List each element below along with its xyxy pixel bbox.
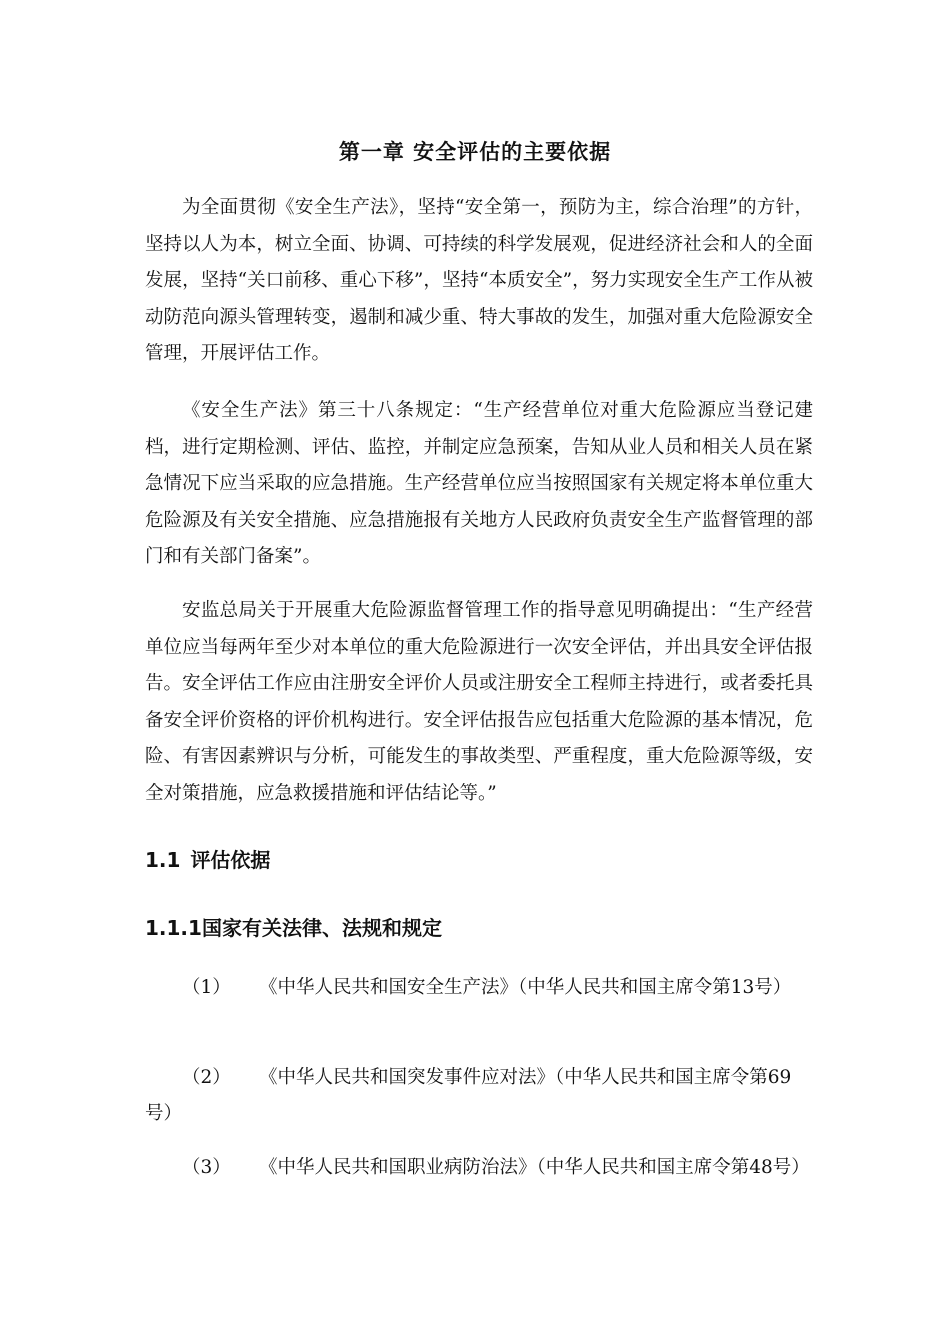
- reference-number: （3）: [182, 1157, 231, 1178]
- law-article-paragraph: 《安全生产法》第三十八条规定：“生产经营单位对重大危险源应当登记建档，进行定期检测、评估、监控，并制定应急预案，告知从业人员和相关人员在紧急情况下应当采取的应急措施。生产经营单位应当按照国家有关规定将本单位重大危险源及有关安全措施、应急措施报有关地方人民政府负责安全生产监督管理的部门和有关部门备案”。: [145, 400, 813, 568]
- section-number: 1.1: [145, 848, 181, 872]
- reference-item: [145, 1060, 813, 1132]
- section-heading-1-1: [145, 845, 270, 875]
- section-heading-1-1-1: [145, 913, 442, 943]
- guidance-paragraph: 安监总局关于开展重大危险源监督管理工作的指导意见明确提出：“生产经营单位应当每两年至少对本单位的重大危险源进行一次安全评估，并出具安全评估报告。安全评估工作应由注册安全评价人员或注册安全工程师主持进行，或者委托具备安全评价资格的评价机构进行。安全评估报告应包括重大危险源的基本情况，危险、有害因素辨识与分析，可能发生的事故类型、严重程度，重大危险源等级，安全对策措施，应急救援措施和评估结论等。”: [145, 600, 813, 804]
- reference-item: [145, 970, 813, 1006]
- reference-number: （2）: [182, 1067, 231, 1088]
- reference-number: （1）: [182, 977, 231, 998]
- section-number: 1.1.1: [145, 916, 202, 940]
- intro-paragraph: 为全面贯彻《安全生产法》，坚持“安全第一，预防为主，综合治理”的方针，坚持以人为本，树立全面、协调、可持续的科学发展观，促进经济社会和人的全面发展，坚持“关口前移、重心下移”，坚持“本质安全”，努力实现安全生产工作从被动防范向源头管理转变，遏制和减少重、特大事故的发生，加强对重大危险源安全管理，开展评估工作。: [145, 197, 813, 365]
- chapter-title: 第一章 安全评估的主要依据: [338, 140, 612, 164]
- reference-item: [145, 1150, 813, 1186]
- reference-text: 《中华人民共和国突发事件应对法》（中华人民共和国主席令第69号）: [145, 1067, 792, 1124]
- section-title: 国家有关法律、法规和规定: [201, 916, 442, 940]
- reference-text: 《中华人民共和国职业病防治法》（中华人民共和国主席令第48号）: [259, 1157, 810, 1178]
- reference-text: 《中华人民共和国安全生产法》（中华人民共和国主席令第13号）: [259, 977, 792, 998]
- section-title: 评估依据: [190, 848, 271, 872]
